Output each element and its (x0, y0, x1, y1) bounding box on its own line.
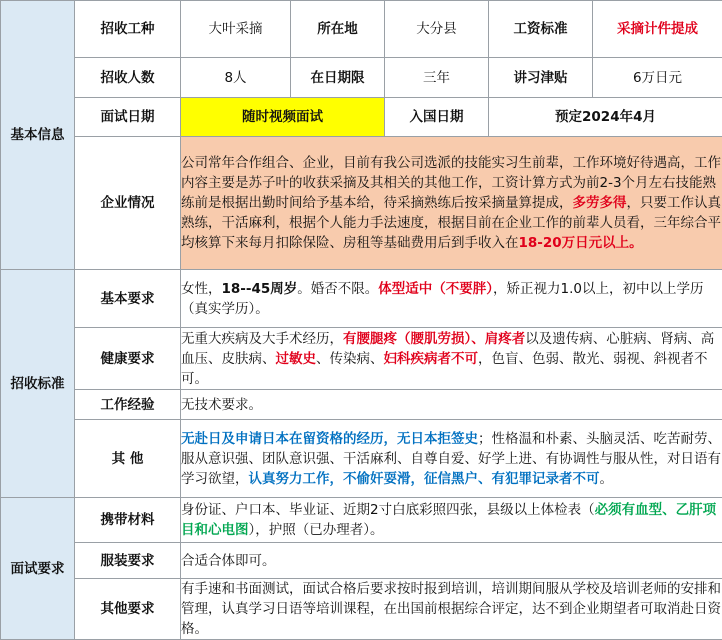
health-highlight-1: 有腰腿疼（腰肌劳损）、肩疼者 (343, 331, 525, 347)
other-value (181, 420, 722, 498)
materials-value (181, 498, 722, 543)
allowance-value: 6万日元 (593, 58, 722, 98)
materials-highlight: 必须有血型、乙肝项目和心电图 (181, 502, 716, 538)
section-interview-req: 面试要求 (1, 498, 75, 640)
health-value (181, 328, 722, 390)
health-label: 健康要求 (75, 328, 181, 390)
company-text-2: ，只要工作认真熟练，干活麻利，根据个人能力手法速度，根据目前在企业工作的前辈人员看，三年综合平均核算下来每月扣除保险、房租等基础费用后到手收入在 (181, 195, 721, 251)
materials-label: 携带材料 (75, 498, 181, 543)
row-health (1, 328, 722, 390)
other-highlight-2: 认真努力工作，不偷奸耍滑，征信黑户、有犯罪记录者不可 (249, 471, 600, 487)
row-basic-req (1, 270, 722, 328)
other-label: 其 他 (75, 420, 181, 498)
company-text-1: 公司常年合作组合、企业，目前有我公司选派的技能实习生前辈，工作环境好待遇高，工作内容主要是苏子叶的收获采摘及其相关的其他工作，工资计算方式为前2-3个月左右技能熟练前是根据出勤时间给予基本给，待采摘熟练后按采摘量算提成， (181, 155, 721, 211)
materials-text-2: ），护照（已办理者）。 (249, 522, 384, 538)
location-label: 所在地 (291, 1, 385, 58)
row-job-type (1, 1, 722, 58)
basic-req-age: 18--45周岁 (222, 281, 298, 297)
section-basic-info: 基本信息 (1, 1, 75, 270)
health-text-4: ，色盲、色弱、散光、弱视、斜视者不可。 (181, 351, 708, 387)
health-text-3: 、传染病、 (316, 351, 384, 367)
row-headcount (1, 58, 722, 98)
location-value: 大分县 (385, 1, 489, 58)
section-recruit-standard: 招收标准 (1, 270, 75, 498)
dress-value: 合适合体即可。 (181, 543, 722, 579)
company-highlight-2: 18-20万日元以上。 (519, 235, 643, 251)
experience-label: 工作经验 (75, 390, 181, 420)
basic-req-label: 基本要求 (75, 270, 181, 328)
row-experience (1, 390, 722, 420)
health-highlight-2: 过敏史 (276, 351, 317, 367)
other-text-2: 。 (600, 471, 614, 487)
health-text-1: 无重大疾病及大手术经历， (181, 331, 343, 347)
experience-value: 无技术要求。 (181, 390, 722, 420)
company-label: 企业情况 (75, 137, 181, 270)
other-highlight-1: 无赴日及申请日本在留资格的经历，无日本拒签史 (181, 431, 478, 447)
other-text-1: ；性格温和朴素、头脑灵活、吃苦耐劳、服从意识强、团队意识强、干活麻利、自尊自爱、好学上进、有协调性与服从性，对日语有学习欲望， (181, 431, 721, 487)
health-text-2: 以及遗传病、心脏病、肾病、高血压、皮肤病、 (181, 331, 714, 367)
other-req-label: 其他要求 (75, 579, 181, 640)
term-value: 三年 (385, 58, 489, 98)
company-description (181, 137, 722, 270)
allowance-label: 讲习津贴 (489, 58, 593, 98)
basic-req-text-1: 女性， (181, 281, 222, 297)
interview-date-label: 面试日期 (75, 98, 181, 137)
other-req-value: 有手速和书面测试，面试合格后要求按时报到培训，培训期间服从学校及培训老师的安排和管理，认真学习日语等培训课程，在出国前根据综合评定，达不到企业期望者可取消赴日资格。 (181, 579, 722, 640)
interview-date-value: 随时视频面试 (181, 98, 385, 137)
basic-req-value (181, 270, 722, 328)
materials-text-1: 身份证、户口本、毕业证、近期2寸白底彩照四张，县级以上体检表（ (181, 502, 595, 518)
basic-req-text-3: ，矫正视力1.0以上，初中以上学历（真实学历）。 (181, 281, 704, 317)
job-type-label: 招收工种 (75, 1, 181, 58)
row-company (1, 137, 722, 270)
health-highlight-3: 妇科疾病者不可 (384, 351, 479, 367)
headcount-value: 8人 (181, 58, 291, 98)
entry-date-label: 入国日期 (385, 98, 489, 137)
dress-label: 服装要求 (75, 543, 181, 579)
headcount-label: 招收人数 (75, 58, 181, 98)
row-dress (1, 543, 722, 579)
term-label: 在日期限 (291, 58, 385, 98)
company-highlight-1: 多劳多得 (573, 195, 627, 211)
row-interview-date (1, 98, 722, 137)
entry-date-value: 预定2024年4月 (489, 98, 722, 137)
basic-req-highlight: 体型适中（不要胖） (378, 281, 493, 297)
job-type-value: 大叶采摘 (181, 1, 291, 58)
row-other-req (1, 579, 722, 640)
salary-value: 采摘计件提成 (593, 1, 722, 58)
row-materials (1, 498, 722, 543)
basic-req-text-2: 。婚否不限。 (297, 281, 378, 297)
row-other (1, 420, 722, 498)
salary-label: 工资标准 (489, 1, 593, 58)
